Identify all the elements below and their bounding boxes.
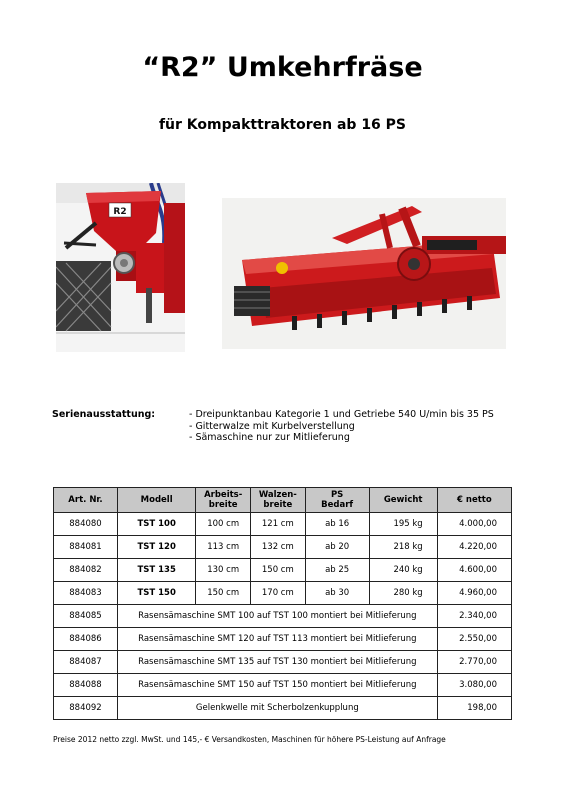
table-row bbox=[54, 697, 512, 720]
ps-cell: ab 25 bbox=[305, 559, 369, 582]
walzenbreite-cell: 150 cm bbox=[251, 559, 306, 582]
model-cell: TST 100 bbox=[117, 513, 195, 536]
art-nr-cell: 884092 bbox=[54, 697, 118, 720]
arbeitsbreite-cell: 130 cm bbox=[196, 559, 251, 582]
page-title: “R2” Umkehrfräse bbox=[142, 52, 423, 83]
standard-equipment-item: - Sämaschine nur zur Mitlieferung bbox=[189, 432, 350, 443]
description-cell: Rasensämaschine SMT 120 auf TST 113 montiert bei Mitlieferung bbox=[117, 628, 437, 651]
price-cell: 4.600,00 bbox=[437, 559, 511, 582]
walzenbreite-cell: 170 cm bbox=[251, 582, 306, 605]
description-cell: Gelenkwelle mit Scherbolzenkupplung bbox=[117, 697, 437, 720]
price-cell: 3.080,00 bbox=[437, 674, 511, 697]
arbeitsbreite-cell: 150 cm bbox=[196, 582, 251, 605]
price-cell: 198,00 bbox=[437, 697, 511, 720]
gewicht-cell: 218 kg bbox=[369, 536, 437, 559]
r2-badge-text: R2 bbox=[113, 207, 127, 217]
description-cell: Rasensämaschine SMT 135 auf TST 130 montiert bei Mitlieferung bbox=[117, 651, 437, 674]
model-cell: TST 120 bbox=[117, 536, 195, 559]
price-cell: 4.000,00 bbox=[437, 513, 511, 536]
price-cell: 2.550,00 bbox=[437, 628, 511, 651]
price-cell: 4.220,00 bbox=[437, 536, 511, 559]
table-row bbox=[54, 559, 512, 582]
table-row bbox=[54, 651, 512, 674]
art-nr-cell: 884088 bbox=[54, 674, 118, 697]
model-cell: TST 135 bbox=[117, 559, 195, 582]
price-cell: 2.770,00 bbox=[437, 651, 511, 674]
header-walzenbreite: Walzen- breite bbox=[251, 488, 306, 513]
art-nr-cell: 884081 bbox=[54, 536, 118, 559]
table-row bbox=[54, 513, 512, 536]
standard-equipment-item: - Gitterwalze mit Kurbelverstellung bbox=[189, 420, 355, 432]
price-footnote: Preise 2012 netto zzgl. MwSt. und 145,- € Versandkosten, Maschinen für höhere PS-Leistung auf Anfrage bbox=[53, 735, 446, 744]
standard-equipment-label: Serienausstattung: bbox=[52, 409, 156, 420]
art-nr-cell: 884086 bbox=[54, 628, 118, 651]
art-nr-cell: 884087 bbox=[54, 651, 118, 674]
header-gewicht: Gewicht bbox=[369, 488, 437, 513]
header-art-nr: Art. Nr. bbox=[54, 488, 118, 513]
header-price: € netto bbox=[437, 488, 511, 513]
header-ps-bedarf: PS Bedarf bbox=[305, 488, 369, 513]
model-cell: TST 150 bbox=[117, 582, 195, 605]
page-subtitle: für Kompakttraktoren ab 16 PS bbox=[158, 117, 407, 133]
gewicht-cell: 280 kg bbox=[369, 582, 437, 605]
standard-equipment-item: - Dreipunktanbau Kategorie 1 und Getriebe 540 U/min bis 35 PS bbox=[189, 409, 494, 420]
table-row bbox=[54, 674, 512, 697]
seeder-hopper-photo bbox=[56, 183, 185, 352]
arbeitsbreite-cell: 113 cm bbox=[196, 536, 251, 559]
art-nr-cell: 884080 bbox=[54, 513, 118, 536]
ps-cell: ab 20 bbox=[305, 536, 369, 559]
price-table bbox=[53, 487, 512, 720]
ps-cell: ab 30 bbox=[305, 582, 369, 605]
art-nr-cell: 884085 bbox=[54, 605, 118, 628]
gewicht-cell: 240 kg bbox=[369, 559, 437, 582]
header-arbeitsbreite: Arbeits- breite bbox=[196, 488, 251, 513]
art-nr-cell: 884082 bbox=[54, 559, 118, 582]
ps-cell: ab 16 bbox=[305, 513, 369, 536]
table-row bbox=[54, 605, 512, 628]
gewicht-cell: 195 kg bbox=[369, 513, 437, 536]
standard-equipment-list bbox=[189, 409, 494, 444]
description-cell: Rasensämaschine SMT 100 auf TST 100 montiert bei Mitlieferung bbox=[117, 605, 437, 628]
description-cell: Rasensämaschine SMT 150 auf TST 150 montiert bei Mitlieferung bbox=[117, 674, 437, 697]
table-row bbox=[54, 536, 512, 559]
table-row bbox=[54, 582, 512, 605]
walzenbreite-cell: 121 cm bbox=[251, 513, 306, 536]
art-nr-cell: 884083 bbox=[54, 582, 118, 605]
price-cell: 4.960,00 bbox=[437, 582, 511, 605]
price-cell: 2.340,00 bbox=[437, 605, 511, 628]
rotary-tiller-photo bbox=[222, 198, 506, 349]
walzenbreite-cell: 132 cm bbox=[251, 536, 306, 559]
table-row bbox=[54, 628, 512, 651]
header-modell: Modell bbox=[117, 488, 195, 513]
table-header-row bbox=[54, 488, 512, 513]
arbeitsbreite-cell: 100 cm bbox=[196, 513, 251, 536]
